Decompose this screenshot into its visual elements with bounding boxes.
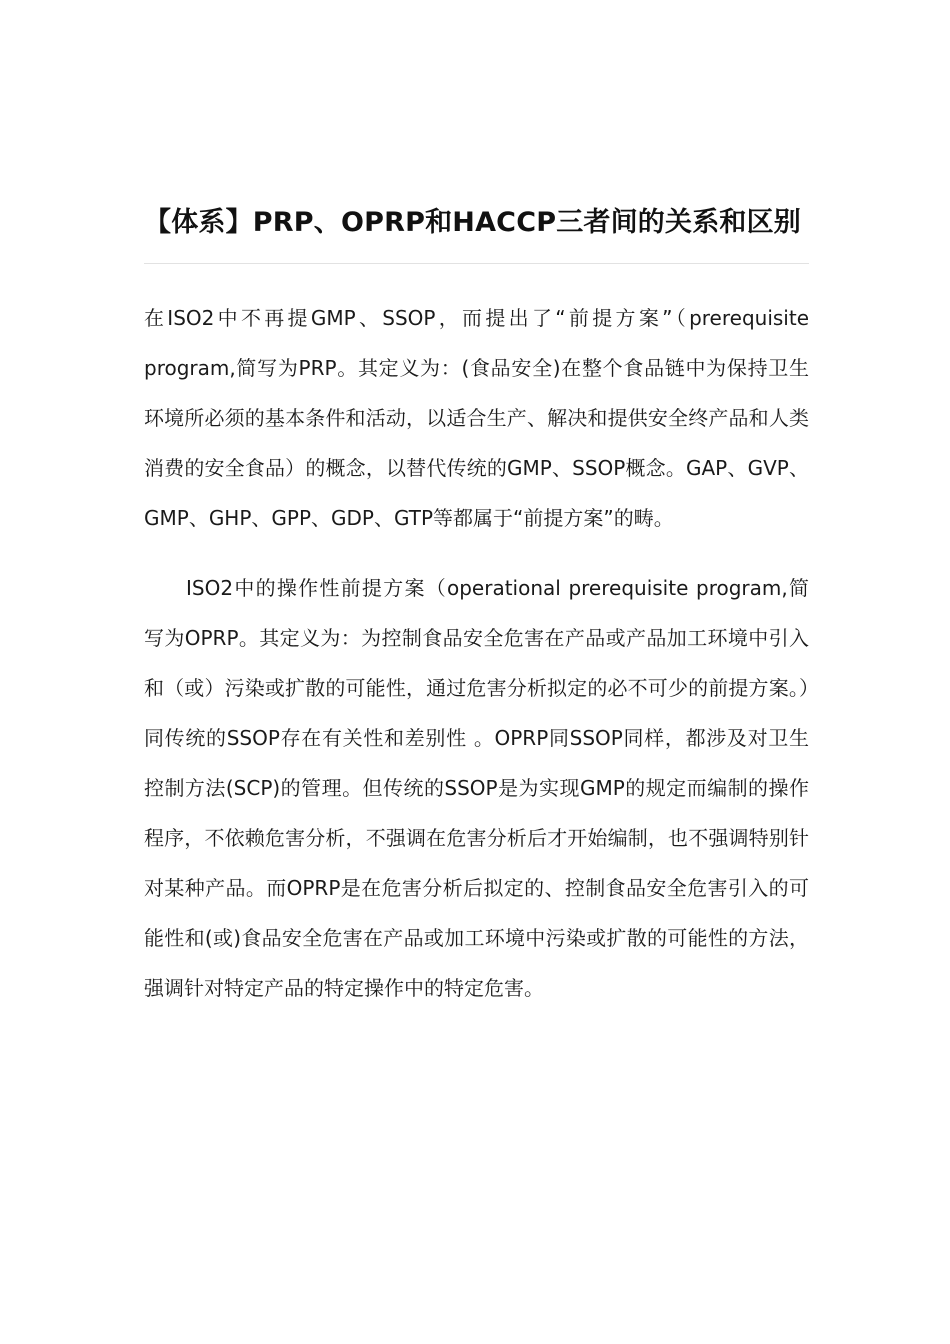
paragraph-prp: 在ISO2中不再提GMP、SSOP，而提出了“前提方案”（prerequisite program,简写为PRP。其定义为：(食品安全)在整个食品链中为保持卫生环境所必须的基本条件和活动，以适合生产、解决和提供安全终产品和人类消费的安全食品）的概念，以替代传统的GMP、SSOP概念。GAP、GVP、GMP、GHP、GPP、GDP、GTP等都属于“前提方案”的畴。	[144, 306, 809, 530]
paragraph-oprp: ISO2中的操作性前提方案（operational prerequisite program,简写为OPRP。其定义为：为控制食品安全危害在产品或产品加工环境中引入和（或）污染或扩散的可能性，通过危害分析拟定的必不可少的前提方案。）同传统的SSOP存在有关性和差别性 。OPRP同SSOP同样，都涉及对卫生控制方法(SCP)的管理。但传统的SSOP是为实现GMP的规定而编制的操作程序，不依赖危害分析，不强调在危害分析后才开始编制，也不强调特别针对某种产品。而OPRP是在危害分析后拟定的、控制食品安全危害引入的可能性和(或)食品安全危害在产品或加工环境中污染或扩散的可能性的方法，强调针对特定产品的特定操作中的特定危害。	[144, 576, 809, 1000]
article	[144, 198, 809, 1013]
title-divider	[144, 263, 809, 264]
article-title: 【体系】PRP、OPRP和HACCP三者间的关系和区别	[144, 207, 801, 238]
